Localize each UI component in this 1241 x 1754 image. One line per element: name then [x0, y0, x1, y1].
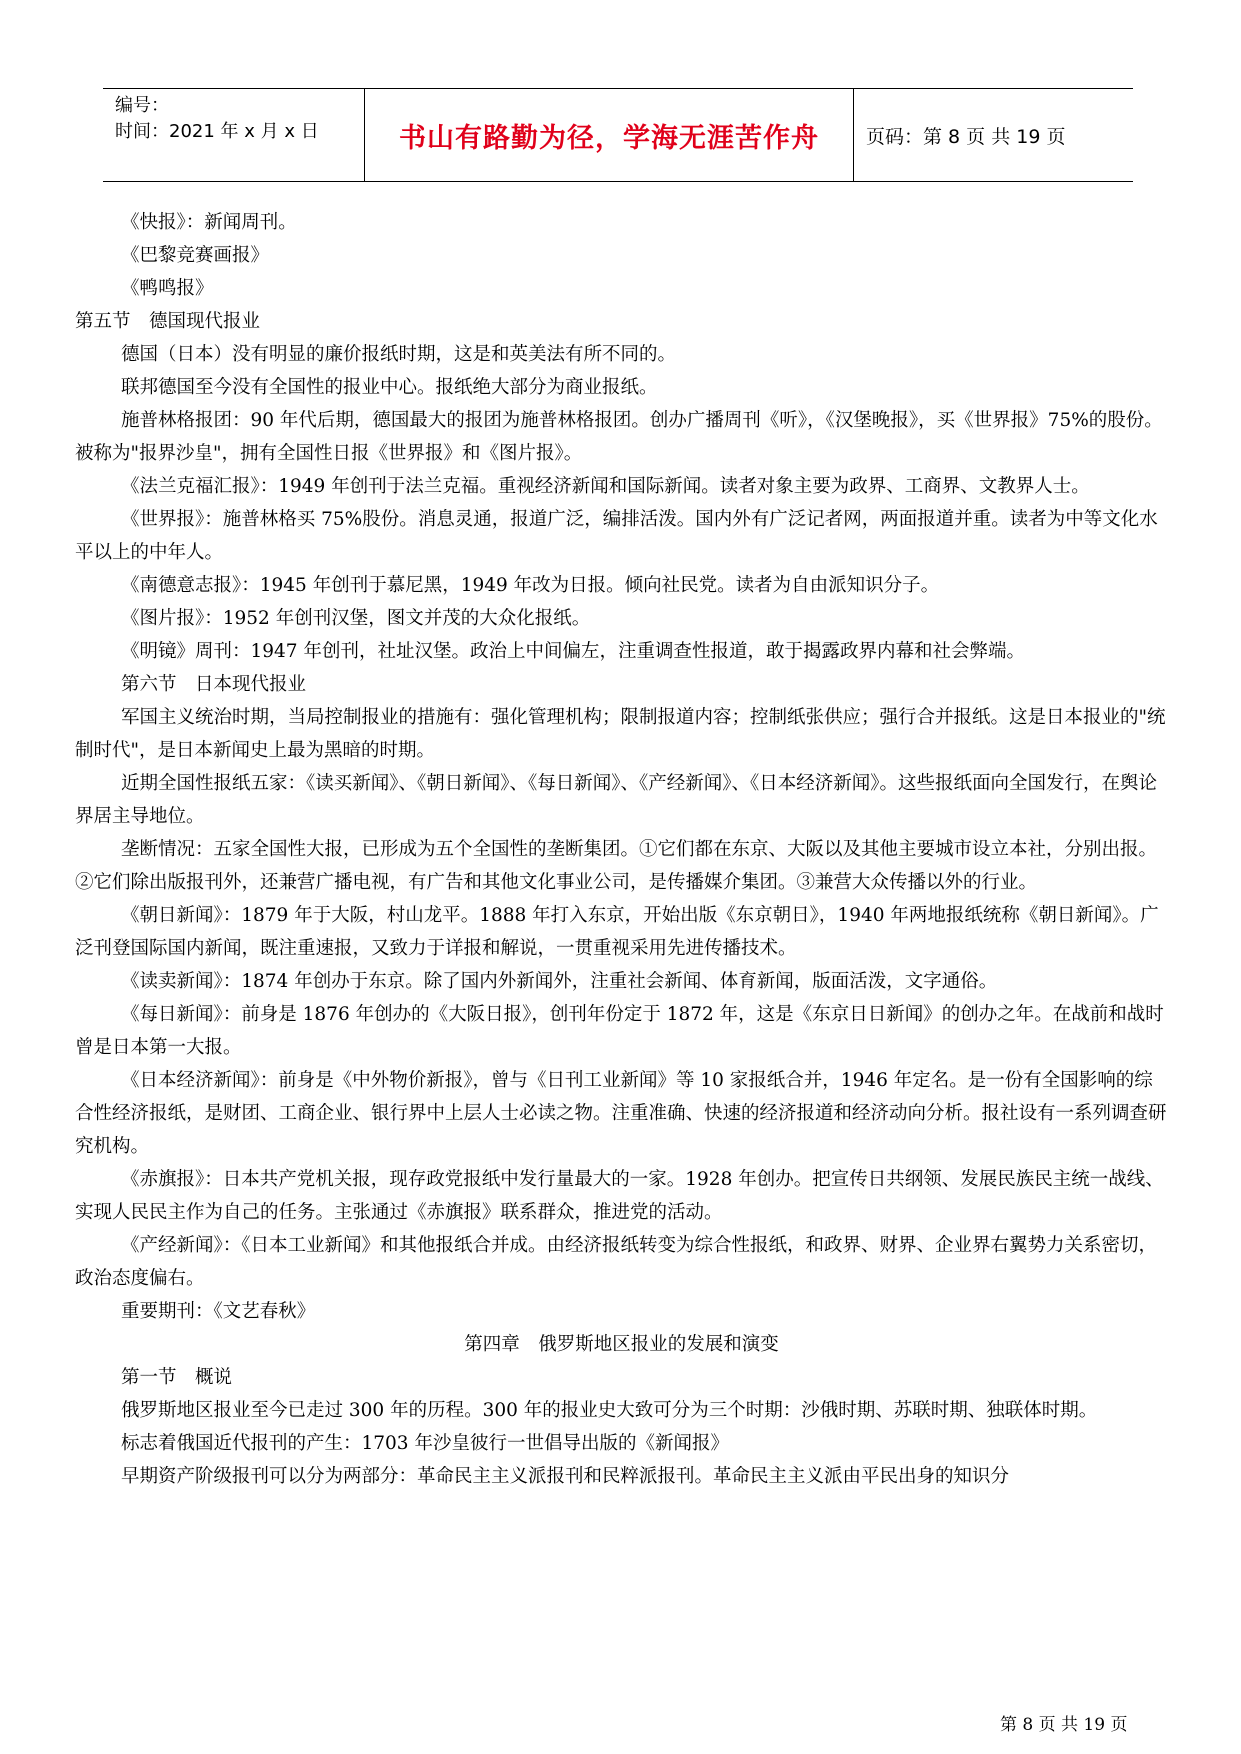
paragraph: 垄断情况：五家全国性大报，已形成为五个全国性的垄断集团。①它们都在东京、大阪以及其他主要城市设立本社，分别出报。②它们除出版报刊外，还兼营广播电视，有广告和其他文化事业公司，是传播媒介集团。③兼营大众传播以外的行业。 [75, 839, 1158, 893]
paragraph: 联邦德国至今没有全国性的报业中心。报纸绝大部分为商业报纸。 [121, 377, 658, 398]
paragraph: 《鸭鸣报》 [121, 278, 214, 299]
paragraph: 《赤旗报》：日本共产党机关报，现存政党报纸中发行量最大的一家。1928 年创办。把宣传日共纲领、发展民族民主统一战线、实现人民民主作为自己的任务。主张通过《赤旗报》联系群众，推进党的活动。 [75, 1169, 1164, 1223]
page-footer: 第 8 页 共 19 页 [1000, 1715, 1128, 1735]
paragraph: 早期资产阶级报刊可以分为两部分：革命民主主义派报刊和民粹派报刊。革命民主主义派由平民出身的知识分 [121, 1466, 1010, 1487]
paragraph: 施普林格报团：90 年代后期，德国最大的报团为施普林格报团。创办广播周刊《听》，《汉堡晚报》，买《世界报》75%的股份。被称为"报界沙皇"，拥有全国性日报《世界报》和《图片报》。 [75, 410, 1163, 464]
page-header [103, 88, 1133, 182]
paragraph: 《图片报》：1952 年创刊汉堡，图文并茂的大众化报纸。 [121, 608, 591, 629]
paragraph: 《南德意志报》：1945 年创刊于慕尼黑，1949 年改为日报。倾向社民党。读者为自由派知识分子。 [121, 575, 940, 596]
paragraph: 《明镜》周刊：1947 年创刊，社址汉堡。政治上中间偏左，注重调查性报道，敢于揭露政界内幕和社会弊端。 [121, 641, 1025, 662]
document-body [75, 206, 1168, 1493]
section-heading: 第五节 德国现代报业 [75, 311, 261, 332]
paragraph: 《产经新闻》：《日本工业新闻》和其他报纸合并成。由经济报纸转变为综合性报纸，和政界、财界、企业界右翼势力关系密切，政治态度偏右。 [75, 1235, 1158, 1289]
paragraph: 《巴黎竞赛画报》 [121, 245, 270, 266]
paragraph: 军国主义统治时期，当局控制报业的措施有：强化管理机构；限制报道内容；控制纸张供应；强行合并报纸。这是日本报业的"统制时代"，是日本新闻史上最为黑暗的时期。 [75, 707, 1166, 761]
code-label: 编号： [115, 95, 169, 116]
header-page-info: 页码：第 8 页 共 19 页 [866, 125, 1066, 148]
paragraph: 俄罗斯地区报业至今已走过 300 年的历程。300 年的报业史大致可分为三个时期：沙俄时期、苏联时期、独联体时期。 [121, 1400, 1098, 1421]
header-meta [103, 89, 365, 181]
paragraph: 《朝日新闻》：1879 年于大阪，村山龙平。1888 年打入东京，开始出版《东京朝日》，1940 年两地报纸统称《朝日新闻》。广泛刊登国际国内新闻，既注重速报，又致力于详报和解说，一贯重视采用先进传播技术。 [75, 905, 1159, 959]
paragraph: 《每日新闻》：前身是 1876 年创办的《大阪日报》，创刊年份定于 1872 年，这是《东京日日新闻》的创办之年。在战前和战时曾是日本第一大报。 [75, 1004, 1164, 1058]
section-heading: 第一节 概说 [121, 1367, 233, 1388]
section-heading: 第六节 日本现代报业 [121, 674, 307, 695]
paragraph: 德国（日本）没有明显的廉价报纸时期，这是和英美法有所不同的。 [121, 344, 677, 365]
paragraph: 重要期刊：《文艺春秋》 [121, 1301, 316, 1322]
paragraph: 《快报》：新闻周刊。 [121, 212, 297, 233]
chapter-heading: 第四章 俄罗斯地区报业的发展和演变 [464, 1334, 779, 1355]
paragraph: 标志着俄国近代报刊的产生：1703 年沙皇彼行一世倡导出版的《新闻报》 [121, 1433, 729, 1454]
paragraph: 《世界报》：施普林格买 75%股份。消息灵通，报道广泛，编排活泼。国内外有广泛记者网，两面报道并重。读者为中等文化水平以上的中年人。 [75, 509, 1158, 563]
time-label: 时间：2021 年 x 月 x 日 [115, 121, 319, 142]
header-motto: 书山有路勤为径，学海无涯苦作舟 [365, 89, 854, 181]
paragraph: 《读卖新闻》：1874 年创办于东京。除了国内外新闻外，注重社会新闻、体育新闻，版面活泼，文字通俗。 [121, 971, 998, 992]
paragraph: 近期全国性报纸五家：《读买新闻》、《朝日新闻》、《每日新闻》、《产经新闻》、《日本经济新闻》。这些报纸面向全国发行，在舆论界居主导地位。 [75, 773, 1158, 827]
paragraph: 《日本经济新闻》：前身是《中外物价新报》，曾与《日刊工业新闻》等 10 家报纸合并，1946 年定名。是一份有全国影响的综合性经济报纸，是财团、工商企业、银行界中上层人士必读之物。注重准确、快速的经济报道和经济动向分析。报社设有一系列调查研究机构。 [75, 1070, 1167, 1157]
paragraph: 《法兰克福汇报》：1949 年创刊于法兰克福。重视经济新闻和国际新闻。读者对象主要为政界、工商界、文教界人士。 [121, 476, 1090, 497]
